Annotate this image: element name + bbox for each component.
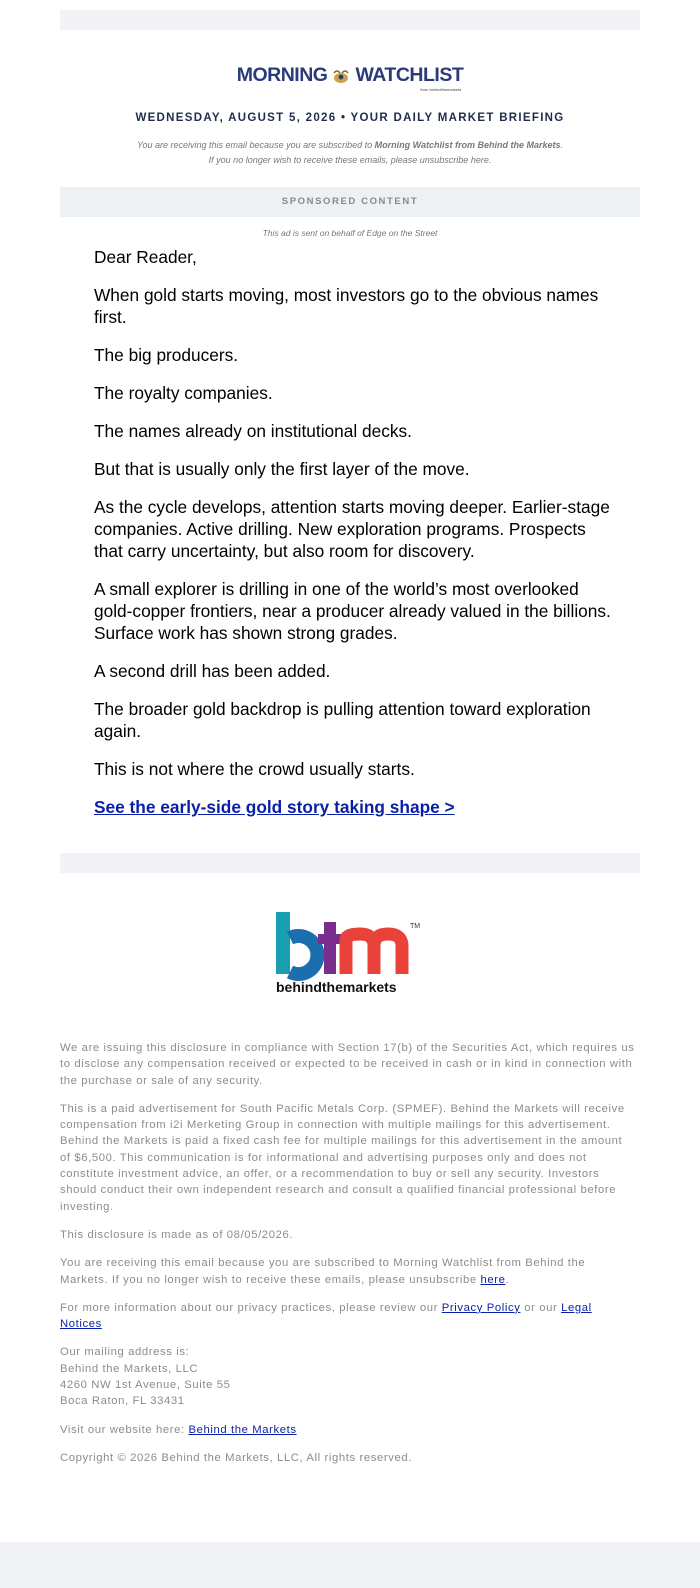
privacy-mid: or our — [520, 1301, 562, 1314]
paragraph: The royalty companies. — [94, 383, 273, 403]
section-divider — [60, 853, 640, 873]
morning-watchlist-logo[interactable] — [0, 64, 700, 92]
unsubscribe-notice — [60, 1255, 635, 1288]
subscription-notice — [0, 138, 700, 168]
address-label: Our mailing address is: — [60, 1346, 190, 1359]
website-notice — [60, 1422, 635, 1438]
logo-right-text: WATCHLIST — [355, 64, 464, 86]
unsubscribe-end: . — [505, 1273, 510, 1286]
trademark-text: TM — [410, 923, 421, 930]
sponsored-banner: SPONSORED CONTENT — [60, 187, 640, 217]
mailing-address — [60, 1344, 635, 1409]
legal-notices-link[interactable]: Legal Notices — [60, 1301, 592, 1331]
address-city: Boca Raton, FL 33431 — [60, 1395, 185, 1408]
sponsor-notice: This ad is sent on behalf of Edge on the Street — [262, 228, 438, 238]
behind-the-markets-logo[interactable] — [276, 912, 426, 1002]
paragraph: This is not where the crowd usually starts. — [94, 759, 415, 779]
disclosure-p1: We are issuing this disclosure in compliance with Section 17(b) of the Securities Act, which requires us to disclose any compensation received or expected to be received in cash or in kind in connection with the purchase or sale of any security. — [60, 1042, 635, 1087]
privacy-policy-link[interactable]: Privacy Policy — [441, 1301, 521, 1314]
disclosure-p2: This is a paid advertisement for South Pacific Metals Corp. (SPMEF). Behind the Markets will receive compensation from i2i Merketing Group in connection with multiple mailings for this advertisement. Behind the Markets is paid a fixed cash fee for multiple mailings for this advertisement in the amount of $6,500. This communication is for informational and advertising purposes only and does not constitute investment advice, an offer, or a recommendation to buy or sell any security. Investors should conduct their own independent research and consult a qualified financial professional before investing. — [60, 1102, 625, 1213]
footer-bar — [0, 1542, 700, 1588]
top-divider — [60, 10, 640, 30]
paragraph: The names already on institutional decks. — [94, 421, 412, 441]
recv-newsletter-name: Morning Watchlist from Behind the Markets — [374, 140, 561, 150]
disclosure-section — [60, 1040, 635, 1478]
paragraph: A small explorer is drilling in one of the world’s most overlooked gold-copper frontiers, near a producer already valued in the billions. Surface work has shown strong grades. — [94, 579, 611, 643]
bull-icon — [331, 66, 351, 86]
privacy-notice — [60, 1300, 635, 1333]
paragraph: A second drill has been added. — [94, 661, 331, 681]
privacy-text: For more information about our privacy practices, please review our — [60, 1301, 442, 1314]
address-street: 4260 NW 1st Avenue, Suite 55 — [60, 1379, 231, 1392]
recv-unsubscribe-line[interactable]: If you no longer wish to receive these emails, please unsubscribe here. — [208, 155, 492, 165]
paragraph: As the cycle develops, attention starts moving deeper. Earlier-stage companies. Active drilling. New exploration programs. Prospects that carry uncertainty, but also room for discovery. — [94, 497, 610, 561]
address-name: Behind the Markets, LLC — [60, 1362, 199, 1375]
paragraph: But that is usually only the first layer of the move. — [94, 459, 470, 479]
website-link[interactable]: Behind the Markets — [188, 1423, 297, 1436]
unsubscribe-link[interactable]: here — [480, 1273, 506, 1286]
disclosure-date: This disclosure is made as of 08/05/2026. — [60, 1228, 294, 1241]
recv-text-a: You are receiving this email because you are subscribed to — [136, 140, 375, 150]
logo-sub-text: from behindthemarkets — [420, 87, 462, 92]
copyright: Copyright © 2026 Behind the Markets, LLC, All rights reserved. — [60, 1451, 412, 1464]
greeting: Dear Reader, — [94, 247, 197, 267]
paragraph: The big producers. — [94, 345, 239, 365]
btm-logo-icon — [276, 912, 426, 1002]
unsubscribe-text: You are receiving this email because you are subscribed to Morning Watchlist from Behind the Markets. If you no longer wish to receive these emails, please unsubscribe — [60, 1257, 586, 1286]
cta-link[interactable]: See the early-side gold story taking shape > — [94, 797, 455, 817]
dateline: WEDNESDAY, AUGUST 5, 2026 • YOUR DAILY MARKET BRIEFING — [135, 112, 565, 124]
recv-text-c: . — [560, 140, 563, 150]
letter-body — [94, 246, 614, 834]
btm-wordmark: behindthemarkets — [276, 979, 397, 995]
logo-left-text: MORNING — [236, 64, 328, 86]
paragraph: The broader gold backdrop is pulling attention toward exploration again. — [94, 699, 591, 741]
paragraph: When gold starts moving, most investors go to the obvious names first. — [94, 285, 599, 327]
website-text: Visit our website here: — [60, 1423, 189, 1436]
